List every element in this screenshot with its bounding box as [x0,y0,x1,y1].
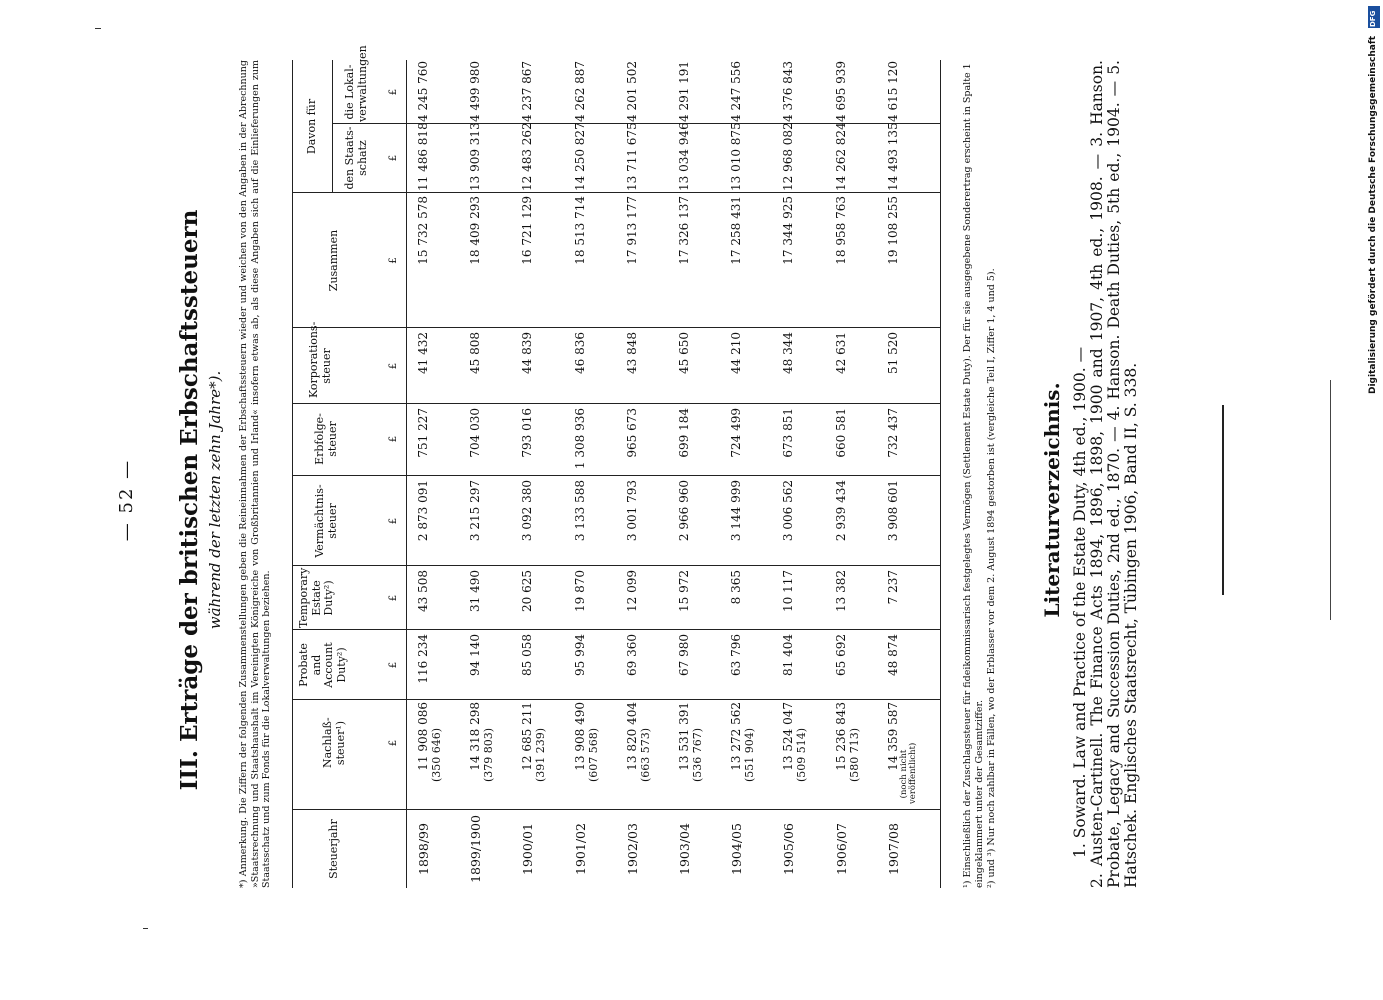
table-cell-state: 13 909 313 [468,122,483,191]
table-cell-legacy: 2 966 960 [677,480,691,542]
unit-label: £ [388,661,399,669]
table-cell-corporation: 46 836 [572,332,587,374]
table-cell-legacy: 3 908 601 [885,480,900,542]
table-cell-estate-settlement: (607 568) [586,727,600,783]
table-cell-temporary: 43 508 [416,570,430,612]
footnotes [962,60,998,888]
closing-divider [1330,380,1331,620]
table-cell-legacy: 2 939 434 [833,480,848,542]
table-row-year: 1899/1900 [468,815,484,883]
unit-label: £ [388,517,399,525]
table-row-year: 1898/99 [416,823,431,875]
table-row-year: 1905/06 [781,823,797,875]
table-cell-local: 4 237 867 [520,60,535,122]
table-cell-temporary: 8 365 [729,570,744,605]
header-of-which: Davon für [305,98,318,155]
footnote-1: ¹) Einschließlich der Zuschlagssteuer für fideikommissarisch festgelegtes Vermögen (Settlement Estate Duty). Der für sie ausgegebene Sonderertrag erscheint in Spalte 1 eingeklammert unter der Gesamtziffer. [962,63,985,888]
table-cell-temporary: 10 117 [781,570,796,612]
table-cell-probate: 116 234 [416,634,430,684]
header-total: Zusammen [327,229,340,292]
unit-label: £ [388,257,399,264]
table-cell-corporation: 48 344 [781,332,796,374]
table-cell-estate: 13 531 391 [677,702,691,771]
table-cell-probate: 67 980 [677,634,691,676]
footnote-2: ²) und ³) Nur noch zahlbar in Fällen, wo der Erblasser vor dem 2. August 1894 gestorben ist (vergleiche Teil I, Ziffer 1, 4 und 5). [986,268,997,888]
header-succession: Erbfolge-steuer [313,413,339,465]
table-cell-probate: 65 692 [833,634,848,676]
col-rule [292,565,940,566]
table-cell-total: 17 913 177 [624,196,639,265]
table-cell-legacy: 3 144 999 [729,480,744,542]
header-legacy: Vermächtnis-steuer [313,484,339,558]
table-cell-temporary: 31 490 [468,570,483,612]
table-cell-corporation: 45 650 [677,332,691,374]
table-cell-estate: 13 524 047 [781,702,796,771]
table-cell-temporary: 12 099 [624,570,639,612]
section-divider [1222,405,1224,595]
table-cell-succession: 660 581 [833,408,848,458]
table-cell-legacy: 3 001 793 [624,480,639,542]
table-row-year: 1904/05 [729,823,745,875]
table-cell-state: 14 493 135 [885,122,900,191]
table-cell-legacy: 3 006 562 [781,480,796,542]
table-cell-local: 4 615 120 [885,60,900,122]
col-rule [292,699,940,700]
table-cell-succession: 751 227 [416,408,430,458]
table-cell-local: 4 291 191 [677,60,691,122]
table-cell-total: 18 958 763 [833,196,848,265]
col-rule [292,475,940,476]
table-cell-estate: 13 908 490 [572,702,587,771]
col-rule [292,403,940,404]
table-cell-estate-settlement: (noch nicht veröffentlicht) [898,742,918,804]
unit-label: £ [388,594,399,602]
table-cell-total: 18 513 714 [572,196,587,265]
table-cell-corporation: 44 839 [520,332,535,374]
table-cell-estate-settlement: (663 573) [638,727,652,783]
unit-label: £ [388,739,399,747]
table-row-year: 1902/03 [624,823,640,875]
digitization-credit: Digitalisierung gefördert durch die Deutsche Forschungsgemeinschaft [1368,35,1378,394]
table-cell-local: 4 499 980 [468,60,483,122]
table-cell-estate-settlement: (580 713) [847,727,861,783]
table-cell-probate: 48 874 [885,634,900,676]
page-subtitle: während der letzten zehn Jahre*). [206,370,224,630]
table-top-rule [292,60,293,888]
table-cell-temporary: 7 237 [885,570,900,605]
table-cell-state: 14 262 824 [833,122,848,191]
table-cell-probate: 85 058 [520,634,535,676]
table-cell-state: 14 250 827 [572,122,587,191]
table-cell-succession: 965 673 [624,408,639,458]
table-cell-local: 4 695 939 [833,60,848,122]
table-cell-estate-settlement: (551 904) [743,727,757,783]
header-estate: Nachlaß-steuer¹) [321,717,347,768]
table-cell-legacy: 2 873 091 [416,480,430,542]
literature-list [1072,60,1140,888]
table-cell-estate: 15 236 843 [833,702,848,771]
table-cell-state: 13 034 946 [677,122,691,191]
table-cell-temporary: 13 382 [833,570,848,612]
table-cell-corporation: 42 631 [833,332,848,374]
table-cell-estate: 13 820 404 [624,702,639,771]
dfg-logo: DFG [1368,6,1380,28]
scan-mark [95,28,101,29]
table-cell-estate: 14 318 298 [468,702,483,771]
table-cell-total: 17 258 431 [729,196,744,265]
table-cell-total: 17 326 137 [677,196,691,265]
table-cell-succession: 673 851 [781,408,796,458]
table-cell-probate: 81 404 [781,634,796,676]
table-cell-succession: 704 030 [468,408,483,458]
page-title: III. Erträge der britischen Erbschaftssteuern [176,209,203,791]
table-cell-probate: 95 994 [572,634,587,676]
table-cell-corporation: 44 210 [729,332,744,374]
table-cell-temporary: 20 625 [520,570,535,612]
table-cell-estate-settlement: (509 514) [795,727,809,783]
table-cell-estate: 14 359 587 [885,702,900,771]
table-cell-estate: 12 685 211 [520,702,535,771]
davon-rule [332,60,333,193]
table-header-rule [406,60,407,888]
table-cell-state: 11 486 818 [416,122,430,191]
col-rule [292,192,940,193]
table-cell-corporation: 51 520 [885,332,900,374]
table-cell-estate: 13 272 562 [729,702,744,771]
header-corporation: Korporations-steuer [307,321,333,398]
unit-label: £ [388,362,399,370]
unit-label: £ [388,435,399,443]
table-cell-estate: 11 908 086 [416,702,430,771]
table-cell-local: 4 247 556 [729,60,744,122]
table-cell-state: 12 483 262 [520,122,535,191]
literature-item: 1. Soward. Law and Practice of the Estate Duty, 4th ed., 1900. — [1071,346,1089,858]
table-cell-succession: 1 308 936 [572,408,587,470]
unit-label: £ [388,88,399,96]
table-cell-local: 4 245 760 [416,60,430,122]
table-cell-probate: 69 360 [624,634,639,676]
table-cell-probate: 63 796 [729,634,744,676]
table-cell-legacy: 3 215 297 [468,480,483,542]
table-cell-corporation: 45 808 [468,332,483,374]
revenue-table [292,45,940,888]
table-cell-estate-settlement: (391 239) [534,727,548,783]
table-cell-estate-settlement: (536 767) [691,727,704,783]
table-cell-legacy: 3 133 588 [572,480,587,542]
table-cell-succession: 732 437 [885,408,900,458]
header-state: den Staats-schatz [343,126,369,190]
header-year: Steuerjahr [327,819,340,879]
table-cell-corporation: 41 432 [416,332,430,374]
page-number: — 52 — [116,458,137,542]
table-cell-probate: 94 140 [468,634,483,676]
header-probate: Probate and Account Duty²) [297,642,348,688]
table-row-year: 1901/02 [572,823,588,875]
table-cell-local: 4 201 502 [624,60,639,122]
table-cell-total: 16 721 129 [520,196,535,265]
table-cell-state: 13 010 875 [729,122,744,191]
unit-label: £ [388,154,399,162]
table-cell-succession: 699 184 [677,408,691,458]
table-cell-temporary: 15 972 [677,570,691,612]
table-cell-local: 4 376 843 [781,60,796,122]
table-row-year: 1900/01 [520,823,536,875]
table-cell-estate-settlement: (379 803) [482,727,496,783]
remark-note: *) Anmerkung. Die Ziffern der folgenden Zusammenstellungen geben die Reineinnahmen der Erbschaftssteuern wieder und weichen von den Angaben in der Abrechnung »Staatsrechnung und Staatshaushalt im Vereinigten Königreiche von Großbritannien und Irland« insofern etwas ab, als diese Angaben sich auf die Einlieferungen zum Staatsschatz und zum Fonds für die Lokalverwaltungen beziehen. [238,60,272,888]
table-cell-state: 13 711 675 [624,122,639,191]
table-cell-total: 18 409 293 [468,196,483,265]
header-local: die Lokal-verwaltungen [343,45,369,122]
table-cell-corporation: 43 848 [624,332,639,374]
col-rule [292,629,940,630]
table-cell-succession: 793 016 [520,408,535,458]
table-cell-temporary: 19 870 [572,570,587,612]
table-cell-total: 19 108 255 [885,196,900,265]
literature-item: 2. Austen-Cartinell. The Finance Acts 1894, 1896, 1898, 1900 and 1907, 4th ed., 1908. — 3. Hanson. Probate, Legacy and Succession Duties, 2nd ed., 1870. — 4. Hanson. Death Duties, 5th ed., 1904. — 5. Hatschek. Englisches Staatsrecht, Tübingen 1906, Band II, S. 338. [1088,60,1140,888]
table-cell-state: 12 968 082 [781,122,796,191]
table-cell-local: 4 262 887 [572,60,587,122]
table-cell-total: 17 344 925 [781,196,796,265]
table-cell-legacy: 3 092 380 [520,480,535,542]
table-cell-estate-settlement: (350 646) [430,727,443,783]
table-row-year: 1907/08 [885,823,901,875]
table-row-year: 1903/04 [677,823,692,875]
table-row-year: 1906/07 [833,823,849,875]
col-rule [292,327,940,328]
table-cell-succession: 724 499 [729,408,744,458]
header-temporary: Temporary Estate Duty²) [297,567,335,628]
literature-title: Literaturverzeichnis. [1040,382,1064,618]
table-cell-total: 15 732 578 [416,196,430,265]
table-bottom-rule [940,60,941,888]
scan-mark [143,928,148,929]
